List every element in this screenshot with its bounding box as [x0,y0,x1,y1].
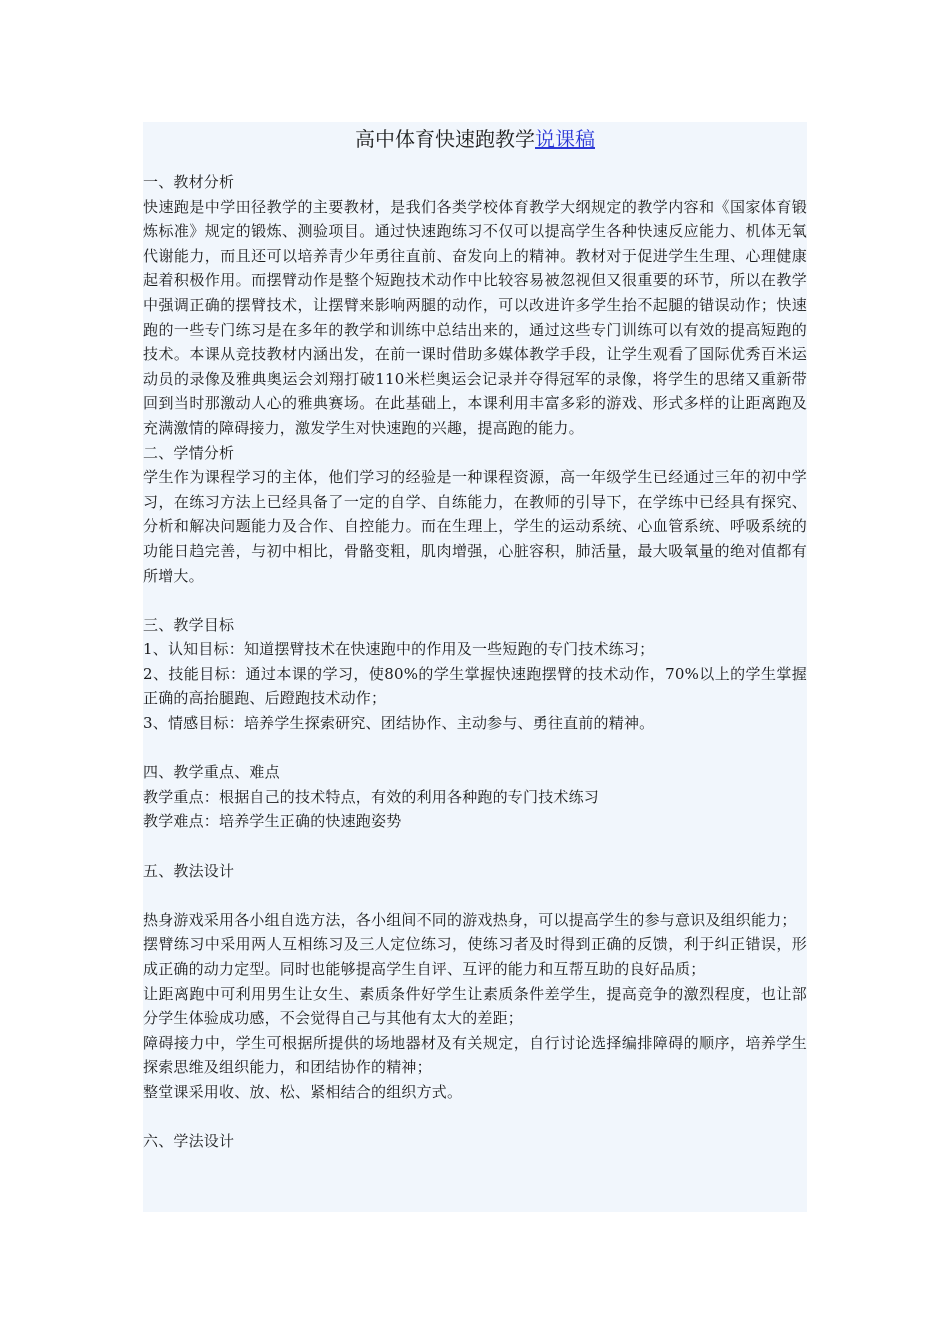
method-paragraph-4: 障碍接力中，学生可根据所提供的场地器材及有关规定，自行讨论选择编排障碍的顺序，培养学生探索思维及组织能力，和团结协作的精神； [143,1033,807,1077]
section-heading-6: 六、学法设计 [143,1132,235,1151]
blank-line [143,883,807,908]
method-paragraph-2: 摆臂练习中采用两人互相练习及三人定位练习，使练习者及时得到正确的反馈，利于纠正错误，形成正确的动力定型。同时也能够提高学生自评、互评的能力和互帮互助的良好品质； [143,935,807,978]
difficulty-point: 教学难点：培养学生正确的快速跑姿势 [143,812,402,831]
title-link[interactable]: 说课稿 [535,127,595,151]
method-paragraph-3: 让距离跑中可利用男生让女生、素质条件好学生让素质条件差学生，提高竞争的激烈程度，也让部分学生体验成功感，不会觉得自己与其他有太大的差距； [143,984,807,1028]
page-title [143,124,807,154]
title-text: 高中体育快速跑教学 [355,127,535,151]
blank-line [143,588,807,613]
section-heading-5: 五、教法设计 [143,861,235,880]
section-heading-1: 一、教材分析 [143,173,235,191]
section-heading-2: 二、学情分析 [143,443,235,462]
blank-line [143,834,807,859]
method-paragraph-5: 整堂课采用收、放、松、紧相结合的组织方式。 [143,1082,463,1101]
blank-line [143,736,807,761]
document-body [143,170,807,1154]
objective-item-1: 1、认知目标：知道摆臂技术在快速跑中的作用及一些短跑的专门技术练习； [143,640,655,659]
section-heading-4: 四、教学重点、难点 [143,763,280,782]
method-paragraph-1: 热身游戏采用各小组自选方法，各小组间不同的游戏热身，可以提高学生的参与意识及组织能力； [143,910,797,929]
section-body-2: 学生作为课程学习的主体，他们学习的经验是一种课程资源，高一年级学生已经通过三年的初中学习，在练习方法上已经具备了一定的自学、自练能力，在教师的引导下，在学练中已经具有探究、分析和解决问题能力及合作、自控能力。而在生理上，学生的运动系统、心血管系统、呼吸系统的功能日趋完善，与初中相比，骨骼变粗，肌肉增强，心脏容积，肺活量，最大吸氧量的绝对值都有所增大。 [143,468,807,585]
objective-item-3: 3、情感目标：培养学生探索研究、团结协作、主动参与、勇往直前的精神。 [143,714,655,733]
key-point: 教学重点：根据自己的技术特点，有效的利用各种跑的专门技术练习 [143,787,600,806]
section-body-1: 快速跑是中学田径教学的主要教材，是我们各类学校体育教学大纲规定的教学内容和《国家体育锻炼标准》规定的锻炼、测验项目。通过快速跑练习不仅可以提高学生各种快速反应能力、机体无氧代谢能力，而且还可以培养青少年勇往直前、奋发向上的精神。教材对于促进学生生理、心理健康起着积极作用。而摆臂动作是整个短跑技术动作中比较容易被忽视但又很重要的环节，所以在教学中强调正确的摆臂技术，让摆臂来影响两腿的动作，可以改进许多学生抬不起腿的错误动作；快速跑的一些专门练习是在多年的教学和训练中总结出来的，通过这些专门训练可以有效的提高短跑的技术。本课从竞技教材内涵出发，在前一课时借助多媒体教学手段，让学生观看了国际优秀百米运动员的录像及雅典奥运会刘翔打破110米栏奥运会记录并夺得冠军的录像，将学生的思绪又重新带回到当时那激动人心的雅典赛场。在此基础上，本课利用丰富多彩的游戏、形式多样的让距离跑及充满激情的障碍接力，激发学生对快速跑的兴趣，提高跑的能力。 [143,197,807,437]
document-page [143,122,807,1212]
section-heading-3: 三、教学目标 [143,615,235,634]
objective-item-2: 2、技能目标：通过本课的学习，使80%的学生掌握快速跑摆臂的技术动作，70%以上的学生掌握正确的高抬腿跑、后蹬跑技术动作； [143,664,807,708]
blank-line [143,1105,807,1130]
